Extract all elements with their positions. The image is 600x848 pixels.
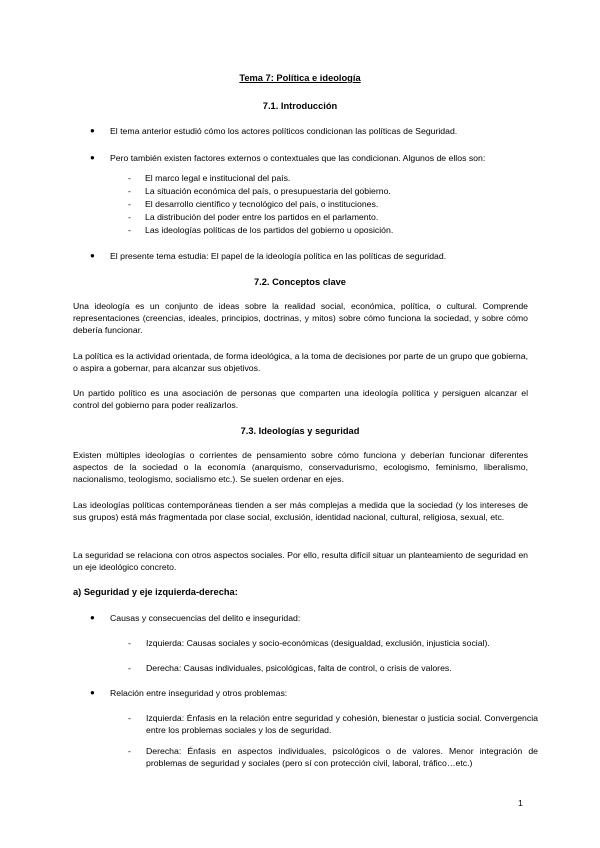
dash-icon: -: [128, 225, 131, 235]
page-title: Tema 7: Política e ideología: [239, 73, 361, 83]
relacion-izquierda: Izquierda: Énfasis en la relación entre seguridad y cohesión, bienestar o justicia social. Convergencia entre los problemas sociales y los de seguridad.: [146, 713, 538, 736]
section-heading-introduccion: 7.1. Introducción: [262, 101, 338, 111]
section-heading-ideologias: 7.3. Ideologías y seguridad: [240, 426, 360, 436]
dash-icon: -: [128, 186, 131, 196]
dash-icon: -: [128, 746, 131, 756]
paragraph-seguridad: La seguridad se relaciona con otros aspectos sociales. Por ello, resulta difícil situar un planteamiento de seguridad en un eje ideológico concreto.: [73, 550, 528, 573]
paragraph-partido: Un partido político es una asociación de personas que comparten una ideología política y persiguen alcanzar el control del gobierno para poder realizarlos.: [73, 388, 528, 411]
dash-icon: -: [128, 173, 131, 183]
causas-derecha: Derecha: Causas individuales, psicológicas, falta de control, o crisis de valores.: [146, 663, 452, 673]
bullet-relacion: Relación entre inseguridad y otros problemas:: [110, 688, 288, 698]
intro-bullet-1: El tema anterior estudió cómo los actores políticos condicionan las políticas de Seguridad.: [110, 126, 458, 136]
page-number: 1: [518, 798, 523, 808]
dash-icon: -: [128, 663, 131, 673]
bullet-icon: ●: [90, 688, 95, 697]
paragraph-ideologia: Una ideología es un conjunto de ideas sobre la realidad social, económica, política, o cultural. Comprende representaciones (creencias, ideales, principios, doctrinas, y mitos) sobre cómo funciona la sociedad, y sobre cómo debería funcionar.: [73, 301, 528, 336]
paragraph-corrientes: Existen múltiples ideologías o corrientes de pensamiento sobre cómo funciona y deberían funcionar diferentes aspectos de la sociedad o la economía (anarquismo, conservadurismo, ecologismo, feminismo, liberalismo, nacionalismo, teologismo, socialismo etc.). Se suelen ordenar en ejes.: [73, 450, 528, 485]
bullet-icon: ●: [90, 613, 95, 622]
intro-bullet-2: Pero también existen factores externos o contextuales que las condicionan. Algunos de ellos son:: [110, 153, 486, 163]
factor-item: El marco legal e institucional del país.: [145, 173, 291, 183]
intro-bullet-3: El presente tema estudia: El papel de la ideología política en las políticas de seguridad.: [110, 251, 447, 261]
bullet-icon: ●: [90, 126, 95, 135]
factor-item: El desarrollo científico y tecnológico del país, o instituciones.: [145, 199, 379, 209]
causas-izquierda: Izquierda: Causas sociales y socio-económicas (desigualdad, exclusión, injusticia social).: [146, 638, 490, 648]
factor-item: La distribución del poder entre los partidos en el parlamento.: [145, 212, 379, 222]
dash-icon: -: [128, 199, 131, 209]
paragraph-complejidad: Las ideologías políticas contemporáneas tienden a ser más complejas a medida que la sociedad (y los intereses de sus grupos) está más fragmentada por clase social, exclusión, identidad nacional, cultural, religiosa, sexual, etc.: [73, 500, 528, 523]
bullet-icon: ●: [90, 251, 95, 260]
dash-icon: -: [128, 713, 131, 723]
bullet-icon: ●: [90, 153, 95, 162]
factor-item: La situación económica del país, o presupuestaria del gobierno.: [145, 186, 391, 196]
dash-icon: -: [128, 638, 131, 648]
paragraph-politica: La política es la actividad orientada, de forma ideológica, a la toma de decisiones por parte de un grupo que gobierna, o aspira a gobernar, para alcanzar sus objetivos.: [73, 351, 528, 374]
factor-item: Las ideologías políticas de los partidos del gobierno u oposición.: [145, 225, 394, 235]
relacion-derecha: Derecha: Énfasis en aspectos individuales, psicológicos o de valores. Menor integración de problemas de seguridad y sociales (pero sí con protección civil, laboral, tráfico…etc.): [146, 746, 538, 769]
subheading-izquierda-derecha: a) Seguridad y eje izquierda-derecha:: [73, 587, 238, 597]
bullet-causas: Causas y consecuencias del delito e inseguridad:: [110, 613, 301, 623]
section-heading-conceptos: 7.2. Conceptos clave: [254, 277, 346, 287]
dash-icon: -: [128, 212, 131, 222]
